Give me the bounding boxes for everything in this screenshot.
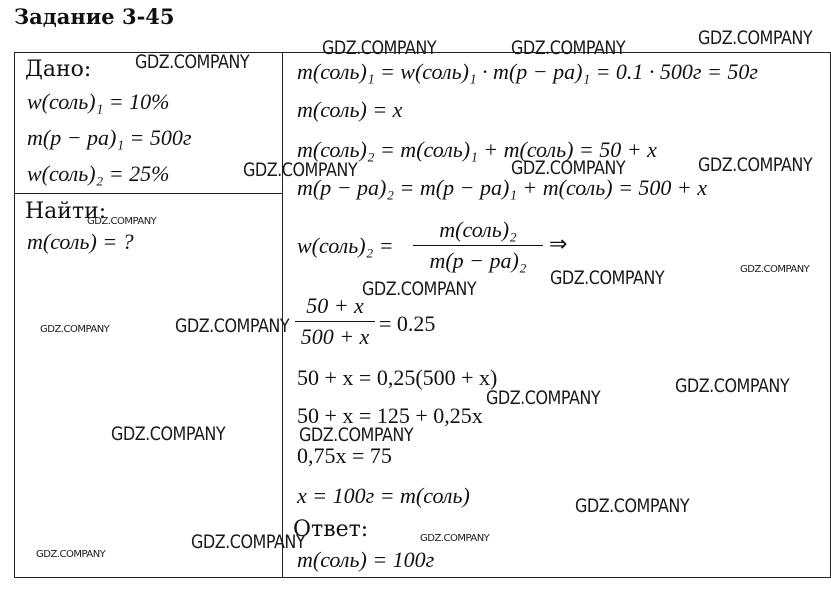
given-find-divider: [15, 193, 283, 194]
watermark: GDZ.COMPANY: [87, 216, 157, 227]
watermark: GDZ.COMPANY: [191, 530, 306, 553]
watermark: GDZ.COMPANY: [111, 422, 226, 445]
watermark: GDZ.COMPANY: [740, 264, 810, 275]
watermark: GDZ.COMPANY: [698, 26, 813, 49]
answer-header: Ответ:: [293, 517, 369, 542]
given-line: m(р − ра)₁ = 500г: [27, 125, 192, 150]
find-line: m(соль) = ?: [27, 229, 134, 254]
fraction-mass-ratio: [413, 217, 543, 274]
fraction-denominator: m(р − ра)₂: [429, 248, 527, 273]
fraction-equation: [295, 293, 375, 350]
solution-line: m(соль)₁ = w(соль)₁ · m(р − ра)₁ = 0.1 · 500г = 50г: [297, 59, 758, 84]
watermark: GDZ.COMPANY: [486, 386, 601, 409]
solution-step: 50 + x = 125 + 0,25x: [297, 403, 483, 428]
solution-step: 50 + x = 0,25(500 + x): [297, 365, 498, 390]
find-header: Найти:: [25, 199, 107, 224]
fraction-numerator: 50 + x: [306, 293, 364, 318]
watermark: GDZ.COMPANY: [675, 374, 790, 397]
fraction-denominator: 500 + x: [300, 324, 370, 349]
given-line: w(соль)₁ = 10%: [27, 89, 170, 114]
fraction-lhs: w(соль)₂ =: [297, 233, 394, 258]
fraction-numerator: m(соль)₂: [439, 217, 517, 242]
solution-table: [14, 52, 831, 578]
solution-line: m(соль) = x: [297, 97, 403, 122]
watermark: GDZ.COMPANY: [550, 266, 665, 289]
implies-symbol: ⇒: [549, 231, 568, 256]
solution-step: 0,75x = 75: [297, 443, 392, 468]
watermark: GDZ.COMPANY: [362, 277, 477, 300]
watermark: GDZ.COMPANY: [511, 156, 626, 179]
watermark: GDZ.COMPANY: [575, 494, 690, 517]
fraction-bar: [413, 245, 543, 246]
solution-line: m(соль)₂ = m(соль)₁ + m(соль) = 50 + x: [297, 137, 657, 162]
solution-step: x = 100г = m(соль): [297, 483, 470, 508]
watermark: GDZ.COMPANY: [299, 423, 414, 446]
fraction-rhs: = 0.25: [379, 311, 436, 336]
given-line: w(соль)₂ = 25%: [27, 161, 170, 186]
fraction-bar: [295, 321, 375, 322]
watermark: GDZ.COMPANY: [135, 50, 250, 73]
watermark: GDZ.COMPANY: [420, 533, 490, 544]
watermark: GDZ.COMPANY: [511, 36, 626, 59]
solution-line: m(р − ра)₂ = m(р − ра)₁ + m(соль) = 500 + x: [297, 175, 708, 200]
watermark: GDZ.COMPANY: [40, 324, 110, 335]
watermark: GDZ.COMPANY: [698, 153, 813, 176]
watermark: GDZ.COMPANY: [322, 36, 437, 59]
watermark: GDZ.COMPANY: [243, 158, 358, 181]
given-header: Дано:: [25, 57, 92, 82]
task-title: Задание 3-45: [14, 4, 175, 29]
watermark: GDZ.COMPANY: [36, 549, 106, 560]
watermark: GDZ.COMPANY: [175, 314, 290, 337]
answer-line: m(соль) = 100г: [297, 547, 435, 572]
